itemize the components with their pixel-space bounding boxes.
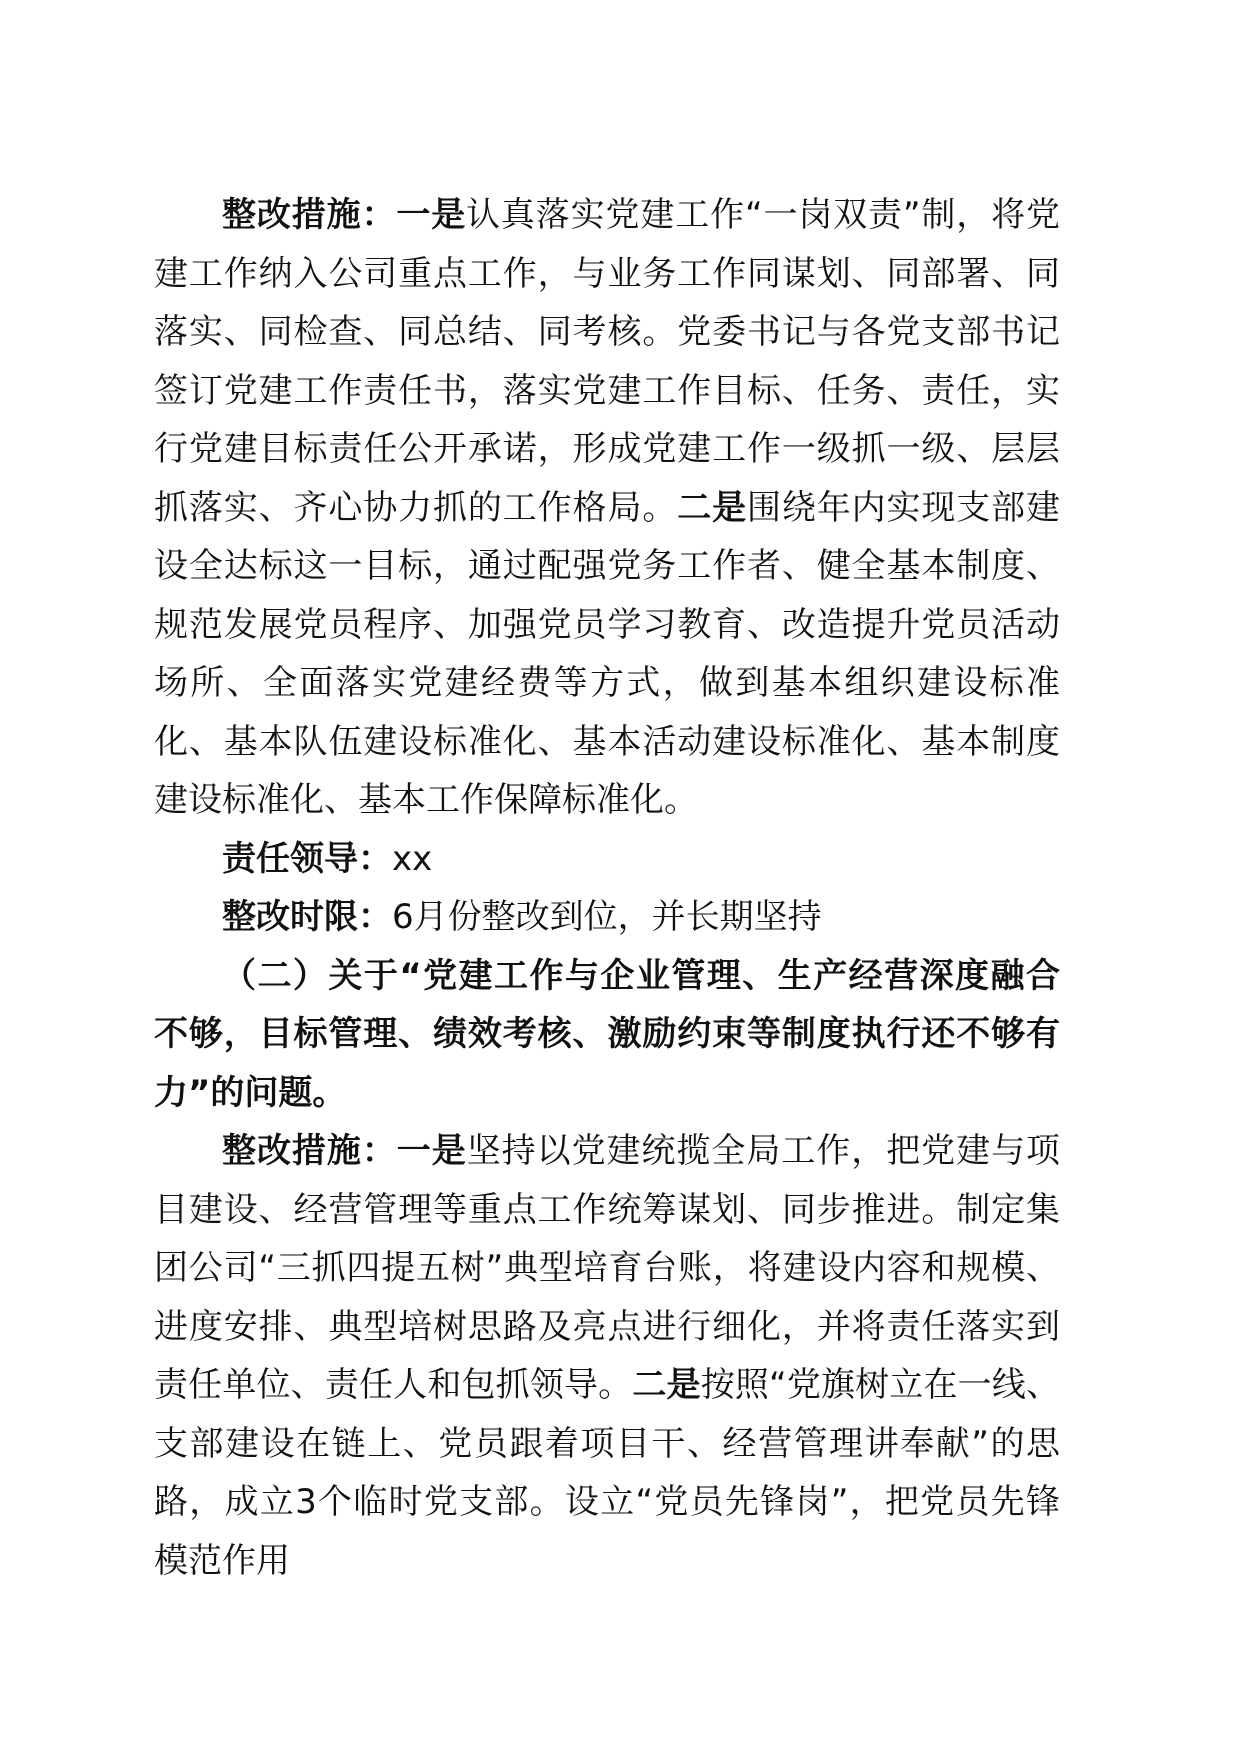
first-marker: 一是 <box>396 195 467 235</box>
measures-paragraph-1 <box>154 186 1060 830</box>
first-measure-text: 坚持以党建统揽全局工作，把党建与项目建设、经营管理等重点工作统筹谋划、同步推进。制定集团公司“三抓四提五树”典型培育台账，将建设内容和规模、进度安排、典型培树思路及亮点进行细化，并将责任落实到责任单位、责任人和包抓领导。 <box>154 1131 1061 1405</box>
second-measure-text: 按照“党旗树立在一线、支部建设在链上、党员跟着项目干、经营管理讲奉献”的思路，成立3个临时党支部。设立“党员先锋岗”，把党员先锋模范作用 <box>154 1365 1060 1581</box>
deadline-line <box>154 888 1060 947</box>
first-marker: 一是 <box>396 1131 467 1171</box>
measures-paragraph-2 <box>154 1122 1060 1590</box>
second-marker: 二是 <box>632 1365 701 1405</box>
section-heading: （二）关于“党建工作与企业管理、生产经营深度融合不够，目标管理、绩效考核、激励约束等制度执行还不够有力”的问题。 <box>154 955 1060 1113</box>
measures-label: 整改措施： <box>222 195 397 235</box>
leader-label: 责任领导： <box>222 838 392 879</box>
deadline-label: 整改时限： <box>222 897 392 937</box>
leader-value: xx <box>392 838 433 879</box>
second-measure-text: 围绕年内实现支部建设全达标这一目标，通过配强党务工作者、健全基本制度、规范发展党员程序、加强党员学习教育、改造提升党员活动场所、全面落实党建经费等方式，做到基本组织建设标准化、基本队伍建设标准化、基本活动建设标准化、基本制度建设标准化、基本工作保障标准化。 <box>154 487 1061 820</box>
second-marker: 二是 <box>677 487 747 528</box>
document-body <box>154 186 1060 1590</box>
deadline-value: 6月份整改到位，并长期坚持 <box>392 897 822 937</box>
responsible-leader-line <box>154 830 1060 889</box>
first-measure-text: 认真落实党建工作“一岗双责”制，将党建工作纳入公司重点工作，与业务工作同谋划、同部署、同落实、同检查、同总结、同考核。党委书记与各党支部书记签订党建工作责任书，落实党建工作目标、任务、责任，实行党建目标责任公开承诺，形成党建工作一级抓一级、层层抓落实、齐心协力抓的工作格局。 <box>154 195 1060 528</box>
measures-label: 整改措施： <box>222 1131 397 1171</box>
